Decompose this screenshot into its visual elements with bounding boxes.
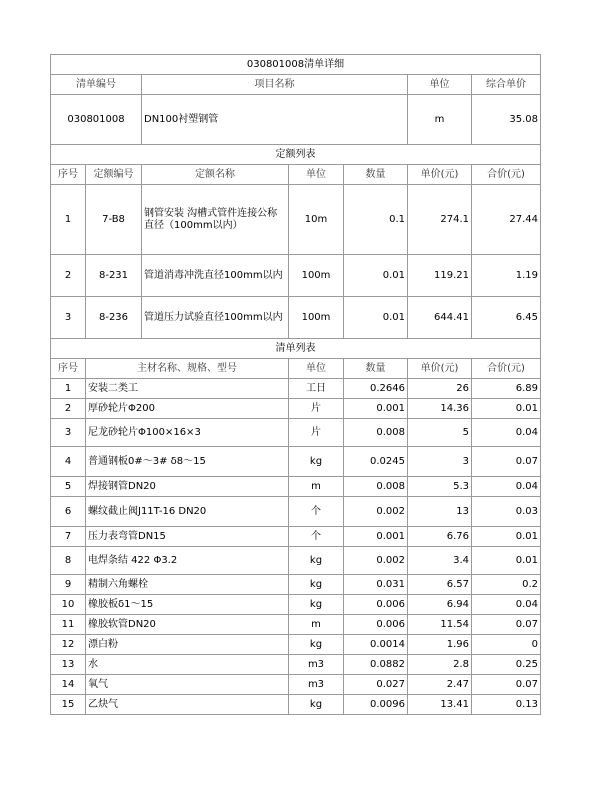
material-unit: m3 (289, 655, 344, 675)
material-seq: 13 (51, 655, 86, 675)
material-unit: kg (289, 547, 344, 575)
material-name: 安装二类工 (86, 379, 289, 399)
material-name: 橡胶软管DN20 (86, 615, 289, 635)
quota-price: 274.1 (408, 185, 472, 255)
material-name: 橡胶板δ1～15 (86, 595, 289, 615)
material-seq: 8 (51, 547, 86, 575)
material-seq: 4 (51, 447, 86, 477)
material-row (51, 575, 541, 595)
material-seq: 9 (51, 575, 86, 595)
material-name: 精制六角螺栓 (86, 575, 289, 595)
material-seq: 1 (51, 379, 86, 399)
material-unit: kg (289, 595, 344, 615)
material-seq: 3 (51, 419, 86, 447)
quota-name: 管道消毒冲洗直径100mm以内 (142, 255, 289, 297)
material-total: 6.89 (472, 379, 541, 399)
material-price: 26 (408, 379, 472, 399)
material-unit: 个 (289, 527, 344, 547)
quota-header-unit: 单位 (289, 165, 344, 185)
material-qty: 0.031 (344, 575, 408, 595)
material-row (51, 635, 541, 655)
material-header-price: 单价(元) (408, 359, 472, 379)
quota-seq: 1 (51, 185, 86, 255)
quota-unit: 100m (289, 297, 344, 339)
material-header-seq: 序号 (51, 359, 86, 379)
bill-header-name: 项目名称 (142, 75, 408, 95)
quota-code: 7-B8 (86, 185, 142, 255)
material-total: 0.04 (472, 477, 541, 497)
material-price: 1.96 (408, 635, 472, 655)
material-total: 0.2 (472, 575, 541, 595)
material-unit: kg (289, 575, 344, 595)
quota-header-code: 定额编号 (86, 165, 142, 185)
material-price: 13.41 (408, 695, 472, 715)
quota-header-name: 定额名称 (142, 165, 289, 185)
material-name: 水 (86, 655, 289, 675)
quota-total: 1.19 (472, 255, 541, 297)
material-price: 3 (408, 447, 472, 477)
material-total: 0.07 (472, 447, 541, 477)
material-price: 14.36 (408, 399, 472, 419)
bill-header-row (51, 75, 541, 95)
material-qty: 0.002 (344, 547, 408, 575)
material-row (51, 527, 541, 547)
quota-qty: 0.1 (344, 185, 408, 255)
material-name: 尼龙砂轮片Φ100×16×3 (86, 419, 289, 447)
quota-header-total: 合价(元) (472, 165, 541, 185)
material-seq: 11 (51, 615, 86, 635)
material-row (51, 675, 541, 695)
material-header-total: 合价(元) (472, 359, 541, 379)
material-qty: 0.0882 (344, 655, 408, 675)
quota-qty: 0.01 (344, 297, 408, 339)
material-qty: 0.2646 (344, 379, 408, 399)
material-row (51, 695, 541, 715)
material-section-title: 清单列表 (51, 339, 541, 359)
bill-unit: m (408, 95, 472, 145)
bill-detail-table (50, 54, 541, 145)
material-total: 0.01 (472, 527, 541, 547)
quota-code: 8-231 (86, 255, 142, 297)
material-header-row (51, 359, 541, 379)
material-name: 厚砂轮片Φ200 (86, 399, 289, 419)
material-name: 氧气 (86, 675, 289, 695)
quota-seq: 3 (51, 297, 86, 339)
material-row (51, 497, 541, 527)
material-row (51, 447, 541, 477)
quota-row (51, 255, 541, 297)
material-unit: kg (289, 447, 344, 477)
quota-unit: 10m (289, 185, 344, 255)
material-name: 焊接钢管DN20 (86, 477, 289, 497)
material-unit: m (289, 477, 344, 497)
material-name: 乙炔气 (86, 695, 289, 715)
material-unit: m3 (289, 675, 344, 695)
material-total: 0.03 (472, 497, 541, 527)
material-qty: 0.006 (344, 615, 408, 635)
material-price: 3.4 (408, 547, 472, 575)
material-price: 11.54 (408, 615, 472, 635)
material-qty: 0.008 (344, 419, 408, 447)
page-title: 030801008清单详细 (51, 55, 541, 75)
material-row (51, 547, 541, 575)
material-qty: 0.0014 (344, 635, 408, 655)
material-price: 2.8 (408, 655, 472, 675)
material-row (51, 379, 541, 399)
bill-price: 35.08 (472, 95, 541, 145)
material-row (51, 615, 541, 635)
material-price: 6.76 (408, 527, 472, 547)
quota-total: 27.44 (472, 185, 541, 255)
quota-row (51, 297, 541, 339)
material-qty: 0.0096 (344, 695, 408, 715)
material-seq: 7 (51, 527, 86, 547)
material-name: 螺纹截止阀J11T-16 DN20 (86, 497, 289, 527)
quota-price: 119.21 (408, 255, 472, 297)
bill-code: 030801008 (51, 95, 142, 145)
bill-row (51, 95, 541, 145)
material-unit: 工日 (289, 379, 344, 399)
material-seq: 15 (51, 695, 86, 715)
material-total: 0.07 (472, 615, 541, 635)
material-total: 0.01 (472, 399, 541, 419)
quota-section-title: 定额列表 (51, 145, 541, 165)
material-price: 5 (408, 419, 472, 447)
material-price: 2.47 (408, 675, 472, 695)
material-unit: 个 (289, 497, 344, 527)
material-seq: 14 (51, 675, 86, 695)
material-qty: 0.001 (344, 399, 408, 419)
quota-price: 644.41 (408, 297, 472, 339)
material-header-unit: 单位 (289, 359, 344, 379)
quota-seq: 2 (51, 255, 86, 297)
material-name: 漂白粉 (86, 635, 289, 655)
material-unit: m (289, 615, 344, 635)
material-body (51, 379, 541, 715)
material-seq: 6 (51, 497, 86, 527)
material-unit: kg (289, 635, 344, 655)
material-total: 0.13 (472, 695, 541, 715)
quota-header-row (51, 165, 541, 185)
material-header-qty: 数量 (344, 359, 408, 379)
material-unit: kg (289, 695, 344, 715)
material-price: 6.57 (408, 575, 472, 595)
material-row (51, 399, 541, 419)
material-header-name: 主材名称、规格、型号 (86, 359, 289, 379)
quota-table (50, 144, 541, 339)
bill-header-code: 清单编号 (51, 75, 142, 95)
material-price: 6.94 (408, 595, 472, 615)
material-name: 普通钢板0#～3# δ8～15 (86, 447, 289, 477)
quota-name: 管道压力试验直径100mm以内 (142, 297, 289, 339)
material-total: 0.07 (472, 675, 541, 695)
material-table (50, 338, 541, 715)
material-seq: 2 (51, 399, 86, 419)
material-unit: 片 (289, 399, 344, 419)
material-total: 0.04 (472, 595, 541, 615)
material-seq: 12 (51, 635, 86, 655)
quota-header-qty: 数量 (344, 165, 408, 185)
quota-total: 6.45 (472, 297, 541, 339)
bill-header-unit: 单位 (408, 75, 472, 95)
material-total: 0.04 (472, 419, 541, 447)
quota-unit: 100m (289, 255, 344, 297)
material-seq: 10 (51, 595, 86, 615)
bill-header-price: 综合单价 (472, 75, 541, 95)
material-seq: 5 (51, 477, 86, 497)
material-total: 0.01 (472, 547, 541, 575)
material-row (51, 655, 541, 675)
material-total: 0.25 (472, 655, 541, 675)
quota-row (51, 185, 541, 255)
material-price: 5.3 (408, 477, 472, 497)
material-price: 13 (408, 497, 472, 527)
bill-name: DN100衬塑钢管 (142, 95, 408, 145)
material-name: 电焊条结 422 Φ3.2 (86, 547, 289, 575)
material-unit: 片 (289, 419, 344, 447)
material-row (51, 595, 541, 615)
material-row (51, 419, 541, 447)
quota-qty: 0.01 (344, 255, 408, 297)
quota-code: 8-236 (86, 297, 142, 339)
quota-name: 钢管安装 沟槽式管件连接公称直径（100mm以内） (142, 185, 289, 255)
quota-header-seq: 序号 (51, 165, 86, 185)
material-qty: 0.006 (344, 595, 408, 615)
material-qty: 0.027 (344, 675, 408, 695)
material-name: 压力表弯管DN15 (86, 527, 289, 547)
material-row (51, 477, 541, 497)
material-total: 0 (472, 635, 541, 655)
material-qty: 0.0245 (344, 447, 408, 477)
material-qty: 0.001 (344, 527, 408, 547)
material-qty: 0.002 (344, 497, 408, 527)
material-qty: 0.008 (344, 477, 408, 497)
quota-header-price: 单价(元) (408, 165, 472, 185)
